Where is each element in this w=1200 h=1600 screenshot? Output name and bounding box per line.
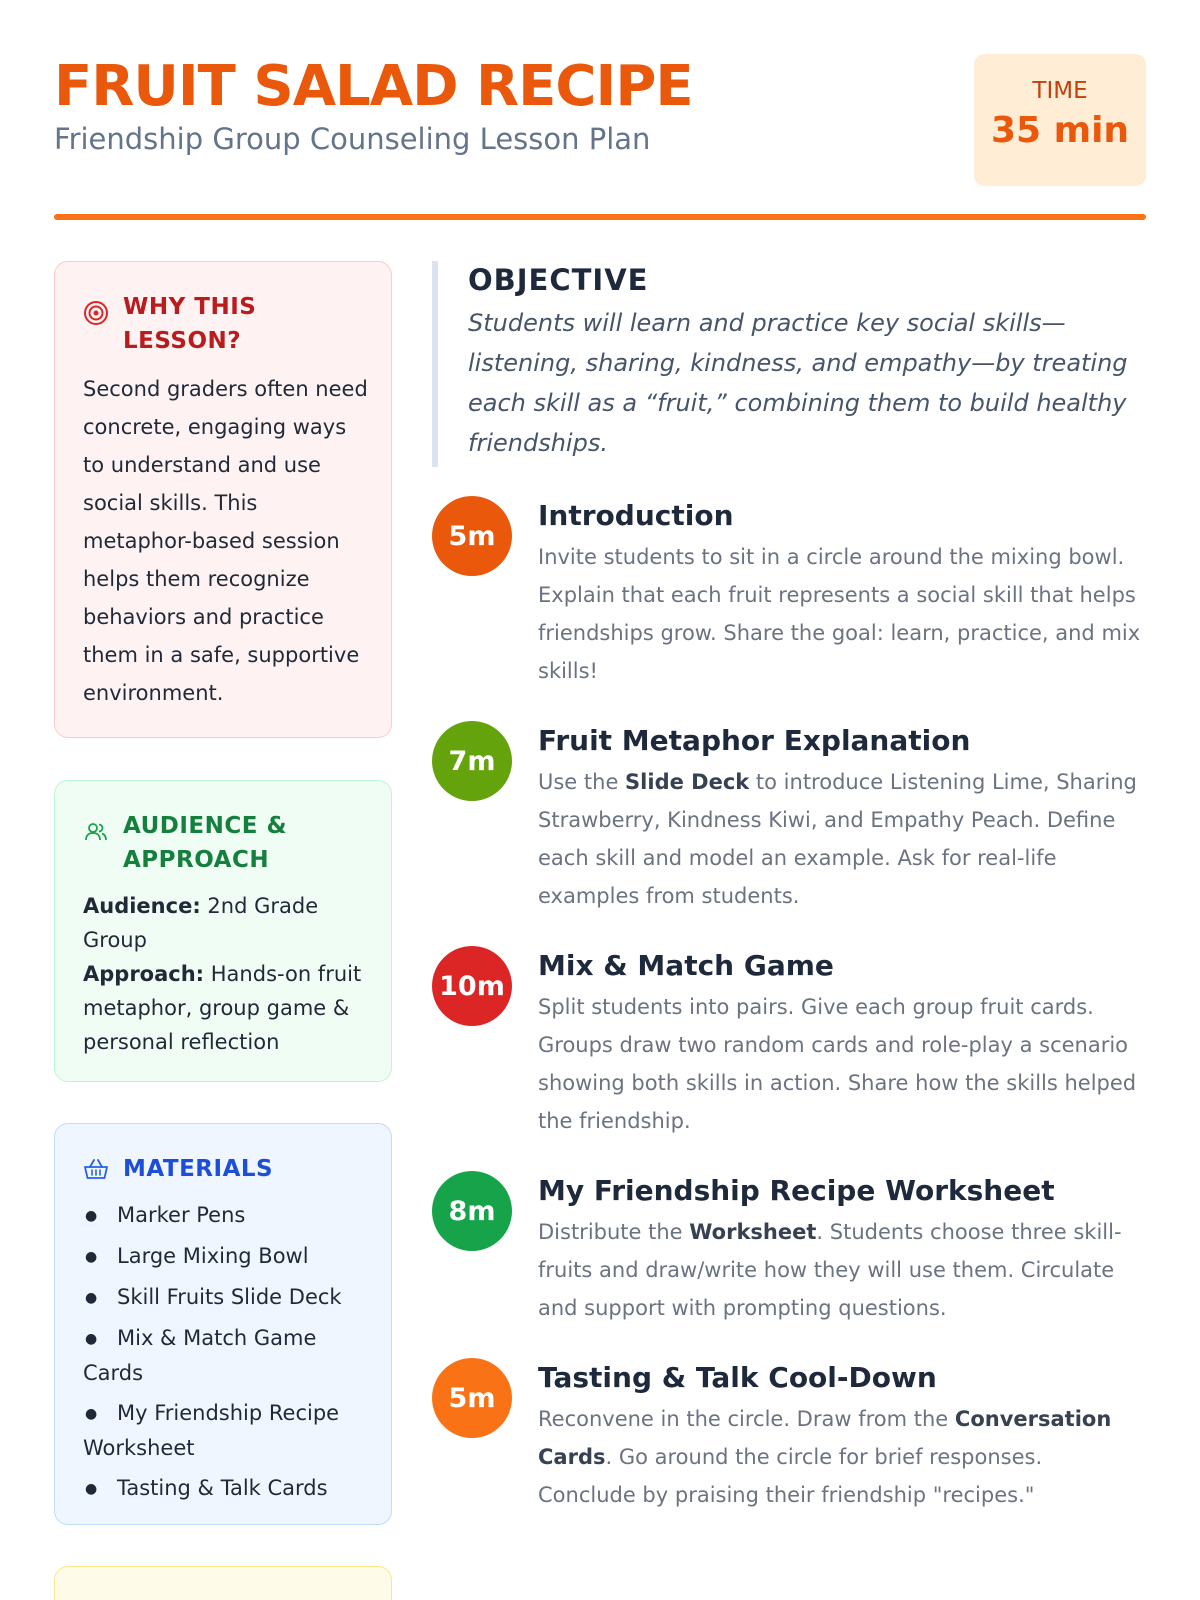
header-divider: [54, 214, 1146, 220]
materials-item-label: Large Mixing Bowl: [117, 1244, 309, 1268]
materials-card-header: [83, 1152, 369, 1186]
step-duration-badge: 7m: [432, 721, 512, 801]
materials-item: [83, 1198, 369, 1233]
next-card: [54, 1566, 392, 1600]
target-icon: [83, 300, 109, 326]
objective-block: [432, 261, 1146, 467]
objective-title: OBJECTIVE: [468, 263, 649, 297]
step-description-text: . Go around the circle for brief responses. Conclude by praising their friendship "recipes.": [538, 1445, 1043, 1507]
materials-item: [83, 1471, 369, 1506]
materials-item-label: Skill Fruits Slide Deck: [117, 1285, 342, 1309]
step-description-bold: Worksheet: [689, 1220, 817, 1244]
materials-item: [83, 1396, 369, 1465]
materials-list: [83, 1198, 369, 1506]
bullet-icon: ●: [85, 1249, 98, 1265]
why-card-header: [83, 290, 369, 358]
bullet-icon: ●: [85, 1331, 98, 1347]
approach-label: Approach:: [83, 962, 205, 986]
step-body: [538, 1358, 1146, 1514]
audience-value: 2nd Grade Group: [83, 894, 319, 952]
materials-title: MATERIALS: [123, 1156, 274, 1182]
step-duration-badge: 5m: [432, 1358, 512, 1438]
step-description: [538, 763, 1146, 915]
step-title: Mix & Match Game: [538, 949, 834, 982]
step-description-bold: Slide Deck: [625, 770, 750, 794]
step-duration-badge: 5m: [432, 496, 512, 576]
audience-card: [54, 780, 392, 1082]
materials-item-label: Tasting & Talk Cards: [117, 1476, 328, 1500]
step-body: [538, 1171, 1146, 1327]
bullet-icon: ●: [85, 1481, 98, 1497]
bullet-icon: ●: [85, 1406, 98, 1422]
step-description-text: to introduce Listening Lime, Sharing Strawberry, Kindness Kiwi, and Empathy Peach. Define each skill and model an example. Ask for real-life examples from students.: [538, 770, 1137, 908]
step-body: [538, 496, 1146, 690]
users-icon: [83, 819, 109, 845]
time-box: [974, 54, 1146, 186]
time-label: TIME: [1032, 78, 1088, 104]
bullet-icon: ●: [85, 1208, 98, 1224]
step-description-text: Use the: [538, 770, 626, 794]
step-duration-badge: 10m: [432, 946, 512, 1026]
step-duration-badge: 8m: [432, 1171, 512, 1251]
why-title: WHY THIS LESSON?: [123, 294, 257, 354]
materials-item-label: My Friendship Recipe Worksheet: [83, 1401, 340, 1460]
approach-value: Hands-on fruit metaphor, group game & personal reflection: [83, 962, 362, 1054]
step-description: [538, 988, 1146, 1140]
why-text: Second graders often need concrete, engaging ways to understand and use social skills. This metaphor-based session helps them recognize behaviors and practice them in a safe, supportive environment.: [83, 377, 368, 705]
time-value: 35 min: [990, 110, 1130, 151]
step-description-bold: Conversation Cards: [538, 1407, 1112, 1469]
header: [54, 50, 1146, 220]
step-description-text: Distribute the: [538, 1220, 690, 1244]
step-body: [538, 721, 1146, 915]
page-subtitle: Friendship Group Counseling Lesson Plan: [54, 122, 651, 156]
materials-item: [83, 1280, 369, 1315]
bullet-icon: ●: [85, 1290, 98, 1306]
step-title: My Friendship Recipe Worksheet: [538, 1174, 1055, 1207]
audience-card-header: [83, 809, 369, 877]
step-title: Introduction: [538, 499, 734, 532]
step-description-text: Invite students to sit in a circle around the mixing bowl. Explain that each fruit represents a social skill that helps friendships grow. Share the goal: learn, practice, and mix skills!: [538, 545, 1141, 683]
materials-item: [83, 1239, 369, 1274]
step-description: [538, 538, 1146, 690]
materials-card: [54, 1123, 392, 1525]
audience-label: Audience:: [83, 894, 201, 918]
basket-icon: [83, 1156, 109, 1182]
step-body: [538, 946, 1146, 1140]
step-description-text: Split students into pairs. Give each group fruit cards. Groups draw two random cards and role-play a scenario showing both skills in action. Share how the skills helped the friendship.: [538, 995, 1137, 1133]
step-description: [538, 1400, 1146, 1514]
step-title: Tasting & Talk Cool-Down: [538, 1361, 937, 1394]
page-title: FRUIT SALAD RECIPE: [54, 54, 693, 119]
materials-item-label: Marker Pens: [117, 1203, 246, 1227]
audience-title: AUDIENCE & APPROACH: [123, 813, 288, 873]
approach-line: [83, 957, 369, 1059]
step-description-text: Reconvene in the circle. Draw from the: [538, 1407, 955, 1431]
materials-item-label: Mix & Match Game Cards: [83, 1326, 317, 1385]
audience-line: [83, 889, 369, 957]
step-description-text: . Students choose three skill-fruits and draw/write how they will use them. Circulate and support with prompting questions.: [538, 1220, 1122, 1320]
materials-item: [83, 1321, 369, 1390]
step-title: Fruit Metaphor Explanation: [538, 724, 971, 757]
objective-text: Students will learn and practice key social skills—listening, sharing, kindness, and empathy—by treating each skill as a “fruit,” combining them to build healthy friendships.: [468, 309, 1128, 457]
step-description: [538, 1213, 1146, 1327]
why-card: [54, 261, 392, 738]
